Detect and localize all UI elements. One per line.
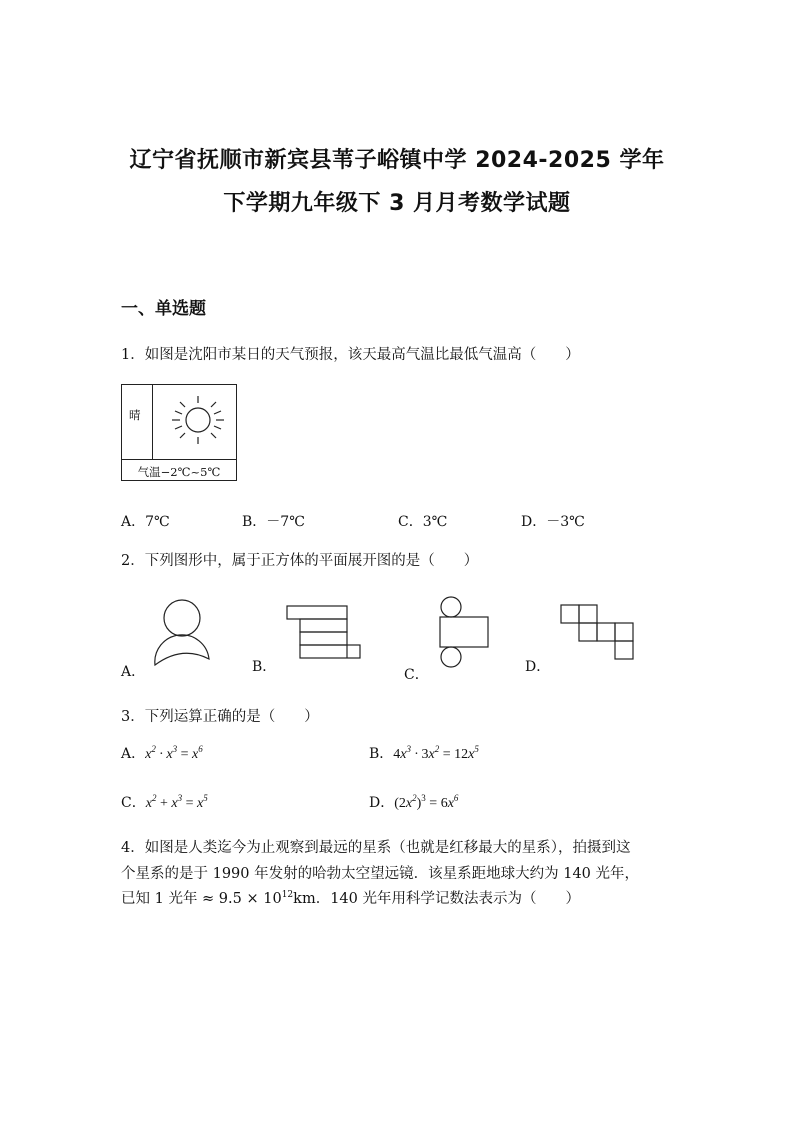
- temperature-label: 气温−2℃~5℃: [137, 465, 221, 479]
- q2-figure-b: [284, 603, 364, 660]
- q1-option-c[interactable]: C．3℃: [398, 514, 448, 530]
- question-1-stem: 1．如图是沈阳市某日的天气预报，该天最高气温比最低气温高（ ）: [121, 347, 580, 363]
- q4-text: 已知 1 光年 ≈ 9.5 × 10: [121, 891, 282, 907]
- q3-option-d[interactable]: [369, 792, 458, 812]
- math-expression: $4x^3 \cdot 3x^2 = 12x^5$: [393, 744, 479, 762]
- sun-icon: [168, 394, 228, 446]
- q4-text: km．140 光年用科学记数法表示为（ ）: [293, 891, 580, 907]
- option-label: B．: [369, 746, 394, 762]
- q4-exponent: 12: [281, 890, 294, 901]
- q3-option-c[interactable]: [121, 792, 208, 812]
- q2-figure-d: [559, 603, 637, 661]
- q3-option-b[interactable]: [369, 743, 479, 763]
- math-expression: $(2x^2)^3 = 6x^6$: [394, 793, 459, 811]
- page-title-line-2: 下学期九年级下 3 月月考数学试题: [223, 191, 571, 216]
- q2-figure-c: [437, 595, 493, 669]
- question-3-stem: 3．下列运算正确的是（ ）: [121, 709, 319, 725]
- question-4-line-1: 4．如图是人类迄今为止观察到最远的星系（也就是红移最大的星系），拍摄到这: [121, 840, 631, 856]
- option-label: D．: [369, 795, 395, 811]
- q1-option-b[interactable]: B．－7℃: [242, 514, 305, 530]
- math-expression: $x^2 + x^3 = x^5$: [145, 793, 208, 811]
- option-label: C．: [121, 795, 146, 811]
- option-label: A．: [121, 746, 146, 762]
- q2-figure-a: [150, 597, 214, 669]
- question-4-line-2: 个星系的是于 1990 年发射的哈勃太空望远镜．该星系距地球大约为 140 光年，: [121, 866, 640, 882]
- question-2-stem: 2．下列图形中，属于正方体的平面展开图的是（ ）: [121, 553, 479, 569]
- question-4-line-3: [121, 887, 580, 908]
- section-heading: 一、单选题: [121, 299, 206, 319]
- q1-option-a[interactable]: A．7℃: [121, 514, 170, 530]
- figure-divider: [152, 384, 153, 459]
- q2-option-d[interactable]: D．: [525, 659, 551, 675]
- page-title-line-1: 辽宁省抚顺市新宾县苇子峪镇中学 2024-2025 学年: [129, 148, 665, 173]
- weather-label: 晴: [129, 408, 141, 422]
- q1-option-d[interactable]: D．－3℃: [521, 514, 585, 530]
- math-expression: $x^2 \cdot x^3 = x^6$: [145, 744, 203, 762]
- q2-option-c[interactable]: C．: [404, 667, 429, 683]
- q2-option-a[interactable]: A．: [121, 664, 146, 680]
- figure-divider: [121, 459, 237, 460]
- q2-option-b[interactable]: B．: [252, 659, 277, 675]
- q3-option-a[interactable]: [121, 743, 203, 763]
